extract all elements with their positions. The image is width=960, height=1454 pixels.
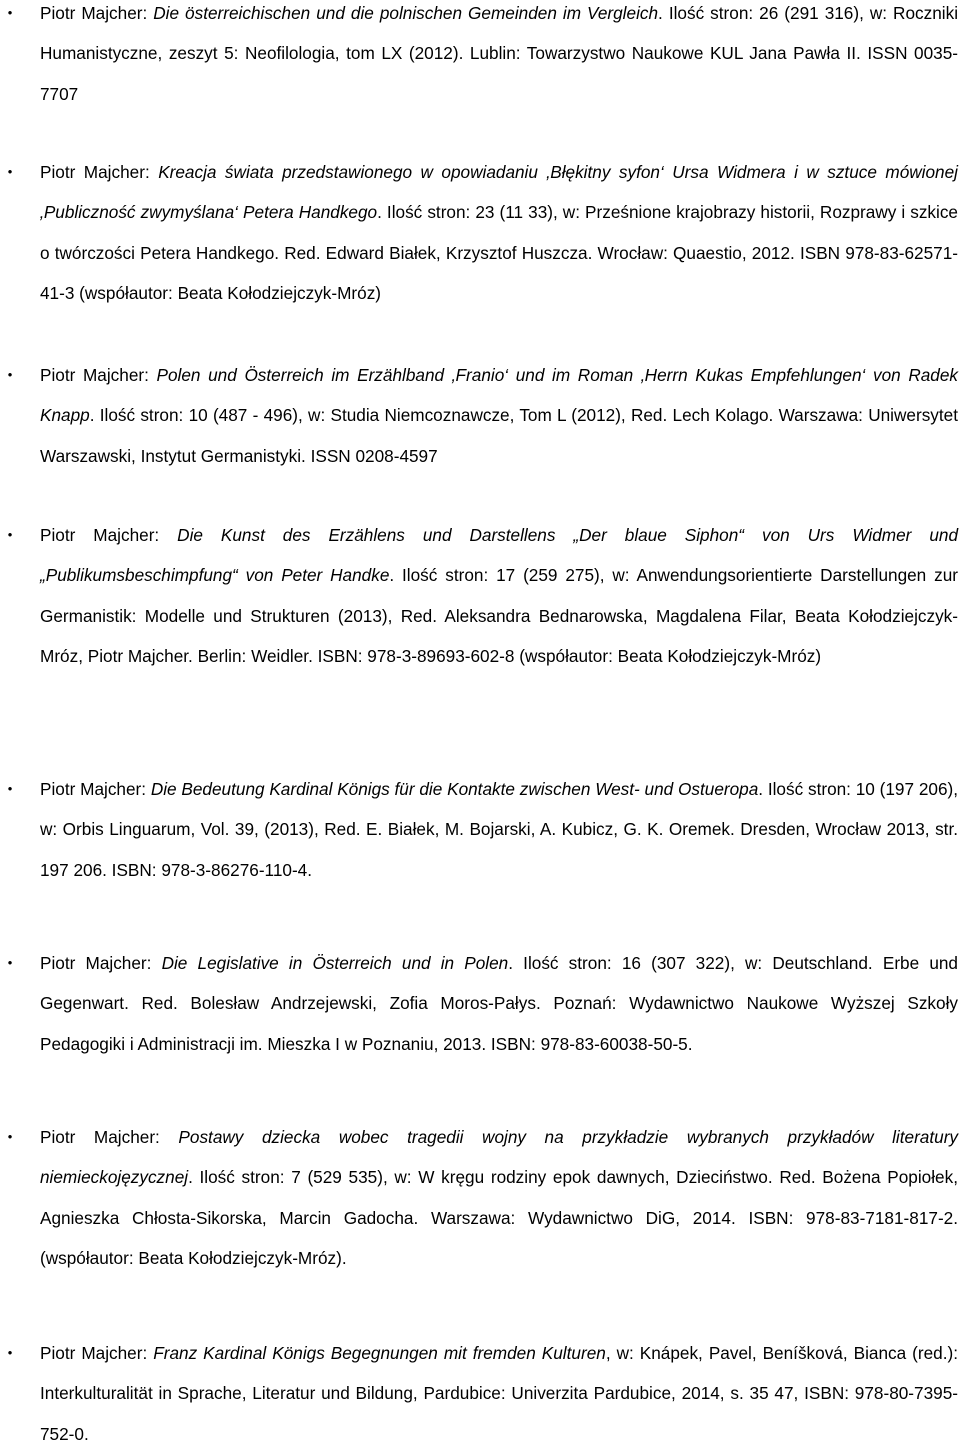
bibliography-entry	[7, 152, 958, 314]
bullet-icon: •	[7, 781, 13, 796]
entry-author: Piotr Majcher:	[40, 1127, 179, 1147]
entry-author: Piotr Majcher:	[40, 1343, 154, 1363]
entry-title: Die Kunst des Erzählens und Darstellens „Der blaue Siphon“ von Urs Widmer und „Publikumsbeschimpfung“ von Peter Handke	[40, 525, 958, 586]
bibliography-entry	[7, 355, 959, 476]
entry-author: Piotr Majcher:	[40, 953, 162, 973]
entry-details: . Ilość stron: 23 (11 33), w: Prześnione krajobrazy historii, Rozprawy i szkice o twórczości Petera Handkego. Red. Edward Białek, Krzysztof Huszcza. Wrocław: Quaestio, 2012. ISBN 978-83-62571-41-3 (współautor: Beata Kołodziejczyk-Mróz)	[40, 202, 958, 304]
bibliography-entry	[7, 769, 959, 890]
entry-details: . Ilość stron: 26 (291 316), w: Roczniki Humanistyczne, zeszyt 5: Neofilologia, tom LX (2012). Lublin: Towarzystwo Naukowe KUL Jana Pawła II. ISSN 0035-7707	[40, 3, 959, 104]
entry-title: Franz Kardinal Königs Begegnungen mit fremden Kulturen	[153, 1343, 606, 1363]
entry-details: . Ilość stron: 17 (259 275), w: Anwendungsorientierte Darstellungen zur Germanistik: Modelle und Strukturen (2013), Red. Aleksandra Bednarowska, Magdalena Filar, Beata Kołodziejczyk-Mróz, Piotr Majcher. Berlin: Weidler. ISBN: 978-3-89693-602-8 (współautor: Beata Kołodziejczyk-Mróz)	[40, 565, 958, 667]
bibliography-entry	[7, 0, 959, 114]
bibliography-entry	[7, 943, 958, 1064]
entry-title: Polen und Österreich im Erzählband ‚Franio‘ und im Roman ‚Herrn Kukas Empfehlungen‘ von Radek Knapp	[40, 365, 959, 426]
bullet-icon: •	[7, 5, 13, 20]
entry-details: . Ilość stron: 10 (487 - 496), w: Studia Niemcoznawcze, Tom L (2012), Red. Lech Kolago. Warszawa: Uniwersytet Warszawski, Instytut Germanistyki. ISSN 0208-4597	[40, 405, 958, 466]
bullet-icon: •	[7, 955, 13, 970]
entry-title: Die österreichischen und die polnischen Gemeinden im Vergleich	[153, 3, 659, 23]
entry-title: Postawy dziecka wobec tragedii wojny na przykładzie wybranych przykładów literatury niemieckojęzycznej	[40, 1127, 959, 1188]
bibliography-entry	[7, 1333, 959, 1454]
entry-author: Piotr Majcher:	[40, 162, 159, 182]
entry-author: Piotr Majcher:	[40, 3, 154, 23]
bullet-icon: •	[7, 1345, 13, 1360]
entry-details: . Ilość stron: 7 (529 535), w: W kręgu rodziny epok dawnych, Dzieciństwo. Red. Bożena Popiołek, Agnieszka Chłosta-Sikorska, Marcin Gadocha. Warszawa: Wydawnictwo DiG, 2014. ISBN: 978-83-7181-817-2. (współautor: Beata Kołodziejczyk-Mróz).	[40, 1167, 958, 1269]
bullet-icon: •	[7, 164, 13, 179]
bullet-icon: •	[7, 1129, 13, 1144]
entry-details: . Ilość stron: 10 (197 206), w: Orbis Linguarum, Vol. 39, (2013), Red. E. Białek, M. Bojarski, A. Kubicz, G. K. Oremek. Dresden, Wrocław 2013, str. 197 206. ISBN: 978-3-86276-110-4.	[40, 779, 959, 880]
entry-author: Piotr Majcher:	[40, 779, 151, 799]
entry-author: Piotr Majcher:	[40, 365, 157, 385]
bullet-icon: •	[7, 367, 13, 382]
entry-author: Piotr Majcher:	[40, 525, 178, 545]
entry-title: Die Legislative in Österreich und in Polen	[161, 953, 509, 973]
bullet-icon: •	[7, 527, 13, 542]
entry-title: Kreacja świata przedstawionego w opowiadaniu ‚Błękitny syfon‘ Ursa Widmera i w sztuce mówionej ‚Publiczność zwymyślana‘ Petera Handkego	[40, 162, 958, 223]
entry-title: Die Bedeutung Kardinal Königs für die Kontakte zwischen West- und Ostueropa	[150, 779, 759, 799]
bibliography-entry	[7, 1117, 959, 1279]
bibliography-entry	[7, 515, 958, 677]
entry-details: , w: Knápek, Pavel, Beníšková, Bianca (red.): Interkulturalität in Sprache, Literatur und Bildung, Pardubice: Univerzita Pardubice, 2014, s. 35 47, ISBN: 978-80-7395-752-0.	[40, 1343, 959, 1444]
entry-details: . Ilość stron: 16 (307 322), w: Deutschland. Erbe und Gegenwart. Red. Bolesław Andrzejewski, Zofia Moros-Pałys. Poznań: Wydawnictwo Naukowe Wyższej Szkoły Pedagogiki i Administracji im. Mieszka I w Poznaniu, 2013. ISBN: 978-83-60038-50-5.	[40, 953, 958, 1054]
